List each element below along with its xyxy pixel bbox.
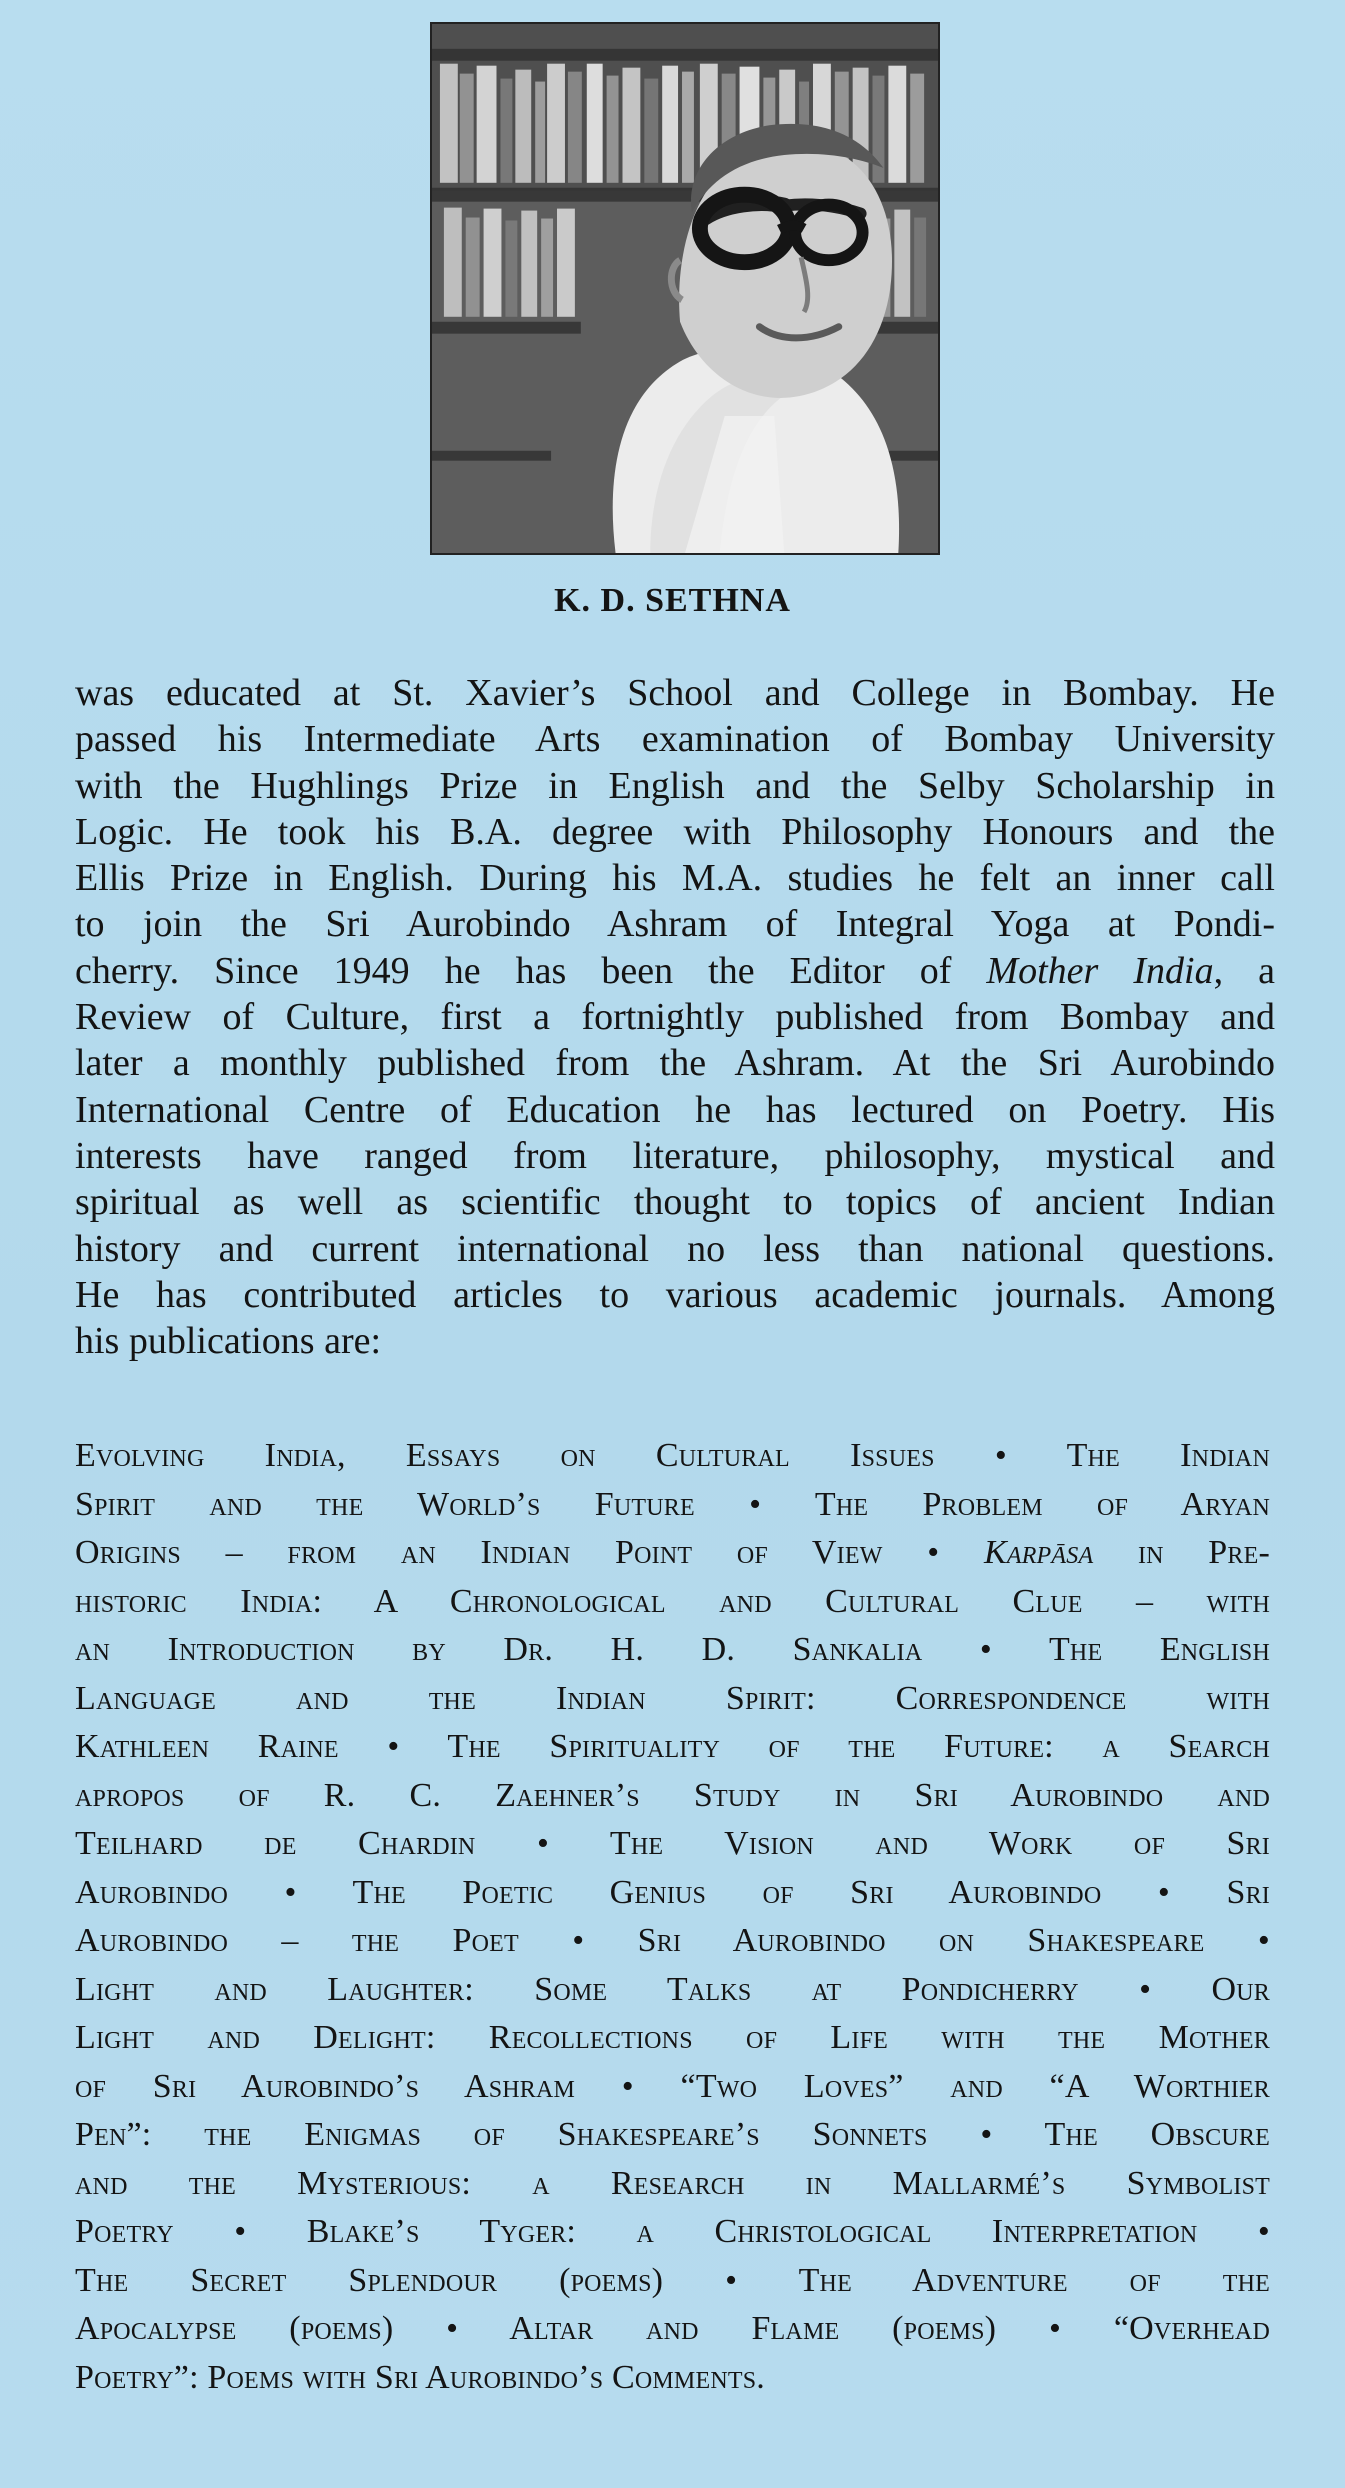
bullet-separator: •	[536, 1825, 550, 1862]
publication-line: Kathleen Raine • The Spirituality of the Future: a Search	[75, 1728, 1270, 1765]
biography-line: passed his Intermediate Arts examination of Bombay University	[75, 718, 1275, 761]
bullet-separator: •	[749, 1485, 762, 1523]
biography-line: his publications are:	[75, 1320, 382, 1363]
publication-line: historic India: A Chronological and Cultural Clue – with	[75, 1582, 1270, 1620]
publication-line: Poetry”: Poems with Sri Aurobindo’s Comments.	[75, 2358, 765, 2396]
biography-line: interests have ranged from literature, philosophy, mystical and	[75, 1134, 1275, 1177]
bullet-separator: •	[927, 1534, 940, 1571]
biography-line: cherry. Since 1949 he has been the Editor of Mother India, a	[75, 949, 1276, 992]
bullet-separator: •	[572, 1922, 585, 1959]
publication-list	[75, 1432, 1270, 2402]
publication-line: Light and Laughter: Some Talks at Pondicherry • Our	[75, 1970, 1270, 2008]
publication-line: Poetry • Blake’s Tyger: a Christological Interpretation •	[75, 2213, 1270, 2250]
publication-line: Pen”: the Enigmas of Shakespeare’s Sonnets • The Obscure	[75, 2116, 1270, 2153]
bullet-separator: •	[980, 2116, 993, 2153]
biography-line: International Centre of Education he has lectured on Poetry. His	[75, 1088, 1275, 1131]
bullet-separator: •	[284, 1873, 297, 1911]
biography-line: with the Hughlings Prize in English and the Selby Scholarship in	[75, 764, 1275, 807]
publication-line: Origins – from an Indian Point of View • Karpāsa in Pre-	[75, 1534, 1271, 1571]
bullet-separator: •	[725, 2261, 738, 2299]
biography-line: spiritual as well as scientific thought to topics of ancient Indian	[75, 1181, 1275, 1224]
publication-line: an Introduction by Dr. H. D. Sankalia • The English	[75, 1631, 1270, 1668]
publication-line: Teilhard de Chardin • The Vision and Work of Sri	[75, 1825, 1270, 1862]
publication-line: Apocalypse (poems) • Altar and Flame (poems) • “Overhead	[75, 2310, 1270, 2347]
bullet-separator: •	[1139, 1970, 1152, 2008]
publication-line: Light and Delight: Recollections of Life with the Mother	[75, 2019, 1270, 2056]
biography-line: to join the Sri Aurobindo Ashram of Integral Yoga at Pondi-	[75, 903, 1275, 946]
italic-title: Karpāsa	[983, 1534, 1094, 1571]
bullet-separator: •	[1048, 2310, 1062, 2347]
biography-line: later a monthly published from the Ashram. At the Sri Aurobindo	[75, 1042, 1275, 1085]
biography-line: history and current international no less than national questions.	[75, 1227, 1275, 1270]
biography-line: Ellis Prize in English. During his M.A. studies he felt an inner call	[75, 857, 1275, 900]
bullet-separator: •	[387, 1728, 400, 1765]
italic-title: Mother India	[986, 949, 1214, 992]
publication-line: and the Mysterious: a Research in Mallarmé’s Symbolist	[75, 2164, 1270, 2202]
bullet-separator: •	[994, 1437, 1007, 1474]
publication-line: of Sri Aurobindo’s Ashram • “Two Loves” and “A Worthier	[75, 2067, 1270, 2105]
publication-line: Evolving India, Essays on Cultural Issues • The Indian	[75, 1437, 1271, 1474]
publication-line: Language and the Indian Spirit: Correspondence with	[75, 1679, 1270, 1717]
bullet-separator: •	[234, 2213, 247, 2250]
publication-line: Aurobindo – the Poet • Sri Aurobindo on Shakespeare •	[75, 1922, 1270, 1959]
publication-line: The Secret Splendour (poems) • The Adventure of the	[75, 2261, 1270, 2299]
bullet-separator: •	[979, 1631, 993, 1668]
biography-line: was educated at St. Xavier’s School and College in Bombay. He	[75, 672, 1275, 714]
bullet-separator: •	[1257, 1922, 1270, 1959]
biography-line: Review of Culture, first a fortnightly published from Bombay and	[75, 996, 1275, 1039]
publication-line: Aurobindo • The Poetic Genius of Sri Aurobindo • Sri	[75, 1873, 1270, 1911]
author-name: K. D. SETHNA	[554, 582, 791, 619]
bullet-separator: •	[621, 2067, 634, 2105]
author-biography	[75, 670, 1275, 1364]
publication-line: Spirit and the World’s Future • The Problem of Aryan	[75, 1485, 1271, 1523]
author-photo	[430, 22, 940, 555]
bullet-separator: •	[446, 2310, 459, 2347]
biography-line: Logic. He took his B.A. degree with Philosophy Honours and the	[75, 810, 1275, 853]
author-portrait-illustration	[432, 24, 938, 553]
publication-line: apropos of R. C. Zaehner’s Study in Sri Aurobindo and	[75, 1776, 1270, 1814]
bullet-separator: •	[1257, 2213, 1270, 2250]
bullet-separator: •	[1157, 1873, 1170, 1911]
biography-line: He has contributed articles to various academic journals. Among	[75, 1273, 1275, 1316]
